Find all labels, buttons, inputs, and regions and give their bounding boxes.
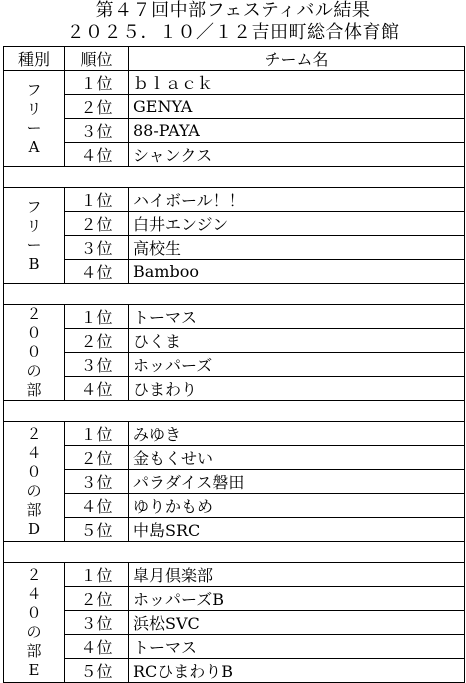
table-row: [4, 143, 465, 167]
group-spacer-row: [4, 167, 465, 188]
team-name-cell: ハイボール！！: [129, 188, 465, 212]
group-spacer-row: [4, 401, 465, 422]
rank-cell: ４位: [65, 377, 129, 401]
team-name-cell: 金もくせい: [129, 446, 465, 470]
table-header-row: [4, 47, 465, 71]
table-row: [4, 470, 465, 494]
category-char: 部: [26, 641, 42, 660]
results-table: [3, 46, 465, 683]
table-row: [4, 446, 465, 470]
category-char: の: [26, 622, 42, 641]
category-cell: [4, 422, 65, 542]
rank-cell: ３位: [65, 236, 129, 260]
team-name-cell: パラダイス磐田: [129, 470, 465, 494]
category-char: ２: [26, 565, 42, 584]
rank-cell: ４位: [65, 494, 129, 518]
table-row: [4, 212, 465, 236]
table-row: [4, 494, 465, 518]
rank-cell: ４位: [65, 260, 129, 284]
table-row: [4, 95, 465, 119]
team-name-cell: トーマス: [129, 305, 465, 329]
category-char: D: [27, 519, 41, 538]
table-row: [4, 119, 465, 143]
category-cell: [4, 71, 65, 167]
category-char: の: [26, 362, 42, 380]
team-name-cell: シャンクス: [129, 143, 465, 167]
team-name-cell: ひくま: [129, 329, 465, 353]
group-spacer-row: [4, 284, 465, 305]
category-char: ４: [26, 443, 42, 462]
team-name-cell: ひまわり: [129, 377, 465, 401]
team-name-cell: 浜松SVC: [129, 611, 465, 635]
category-char: ０: [26, 462, 42, 481]
category-char: リ: [26, 216, 42, 235]
category-char: ０: [26, 603, 42, 622]
category-char: ０: [26, 343, 42, 361]
category-char: E: [28, 660, 40, 679]
rank-cell: １位: [65, 71, 129, 95]
rank-cell: ３位: [65, 119, 129, 143]
table-row: [4, 353, 465, 377]
table-row: [4, 587, 465, 611]
rank-cell: ３位: [65, 611, 129, 635]
team-name-cell: トーマス: [129, 635, 465, 659]
rank-cell: ２位: [65, 446, 129, 470]
page-title: 第４７回中部フェスティバル結果: [95, 0, 371, 21]
team-name-cell: ｂｌａｃｋ: [129, 71, 465, 95]
category-char: A: [28, 137, 40, 156]
header-category: 種別: [4, 47, 65, 71]
table-row: [4, 188, 465, 212]
team-name-cell: Bamboo: [129, 260, 465, 284]
rank-cell: ２位: [65, 587, 129, 611]
table-row: [4, 611, 465, 635]
category-char: B: [28, 254, 40, 273]
category-char: ー: [26, 118, 42, 137]
rank-cell: １位: [65, 188, 129, 212]
spacer-cell: [4, 284, 465, 305]
rank-cell: ５位: [65, 659, 129, 683]
category-char: ４: [26, 584, 42, 603]
table-row: [4, 635, 465, 659]
category-char: ー: [26, 235, 42, 254]
rank-cell: ２位: [65, 212, 129, 236]
team-name-cell: GENYA: [129, 95, 465, 119]
team-name-cell: ゆりかもめ: [129, 494, 465, 518]
rank-cell: １位: [65, 305, 129, 329]
table-row: [4, 260, 465, 284]
category-char: ２: [26, 305, 42, 323]
team-name-cell: 皐月倶楽部: [129, 563, 465, 587]
rank-cell: ３位: [65, 353, 129, 377]
rank-cell: ５位: [65, 518, 129, 542]
team-name-cell: 中島SRC: [129, 518, 465, 542]
page-subtitle: ２０２５．１０／１２吉田町総合体育館: [66, 22, 400, 43]
category-cell: [4, 188, 65, 284]
category-char: 部: [26, 500, 42, 519]
rank-cell: １位: [65, 422, 129, 446]
rank-cell: ２位: [65, 95, 129, 119]
table-row: [4, 563, 465, 587]
team-name-cell: ホッパーズ: [129, 353, 465, 377]
header-rank: 順位: [65, 47, 129, 71]
table-row: [4, 329, 465, 353]
category-char: フ: [26, 197, 42, 216]
category-char: の: [26, 481, 42, 500]
group-spacer-row: [4, 542, 465, 563]
table-row: [4, 422, 465, 446]
category-char: ２: [26, 424, 42, 443]
category-cell: [4, 563, 65, 683]
rank-cell: ４位: [65, 635, 129, 659]
category-char: フ: [26, 80, 42, 99]
team-name-cell: 88-PAYA: [129, 119, 465, 143]
rank-cell: ４位: [65, 143, 129, 167]
spacer-cell: [4, 401, 465, 422]
category-char: ０: [26, 324, 42, 342]
category-cell: [4, 305, 65, 401]
spacer-cell: [4, 167, 465, 188]
team-name-cell: みゆき: [129, 422, 465, 446]
team-name-cell: ホッパーズB: [129, 587, 465, 611]
table-row: [4, 659, 465, 683]
table-row: [4, 71, 465, 95]
header-team: チーム名: [129, 47, 465, 71]
rank-cell: １位: [65, 563, 129, 587]
team-name-cell: 白井エンジン: [129, 212, 465, 236]
category-char: リ: [26, 99, 42, 118]
table-row: [4, 305, 465, 329]
table-row: [4, 377, 465, 401]
table-row: [4, 518, 465, 542]
team-name-cell: RCひまわりB: [129, 659, 465, 683]
team-name-cell: 高校生: [129, 236, 465, 260]
table-row: [4, 236, 465, 260]
rank-cell: ３位: [65, 470, 129, 494]
spacer-cell: [4, 542, 465, 563]
category-char: 部: [26, 381, 42, 399]
rank-cell: ２位: [65, 329, 129, 353]
